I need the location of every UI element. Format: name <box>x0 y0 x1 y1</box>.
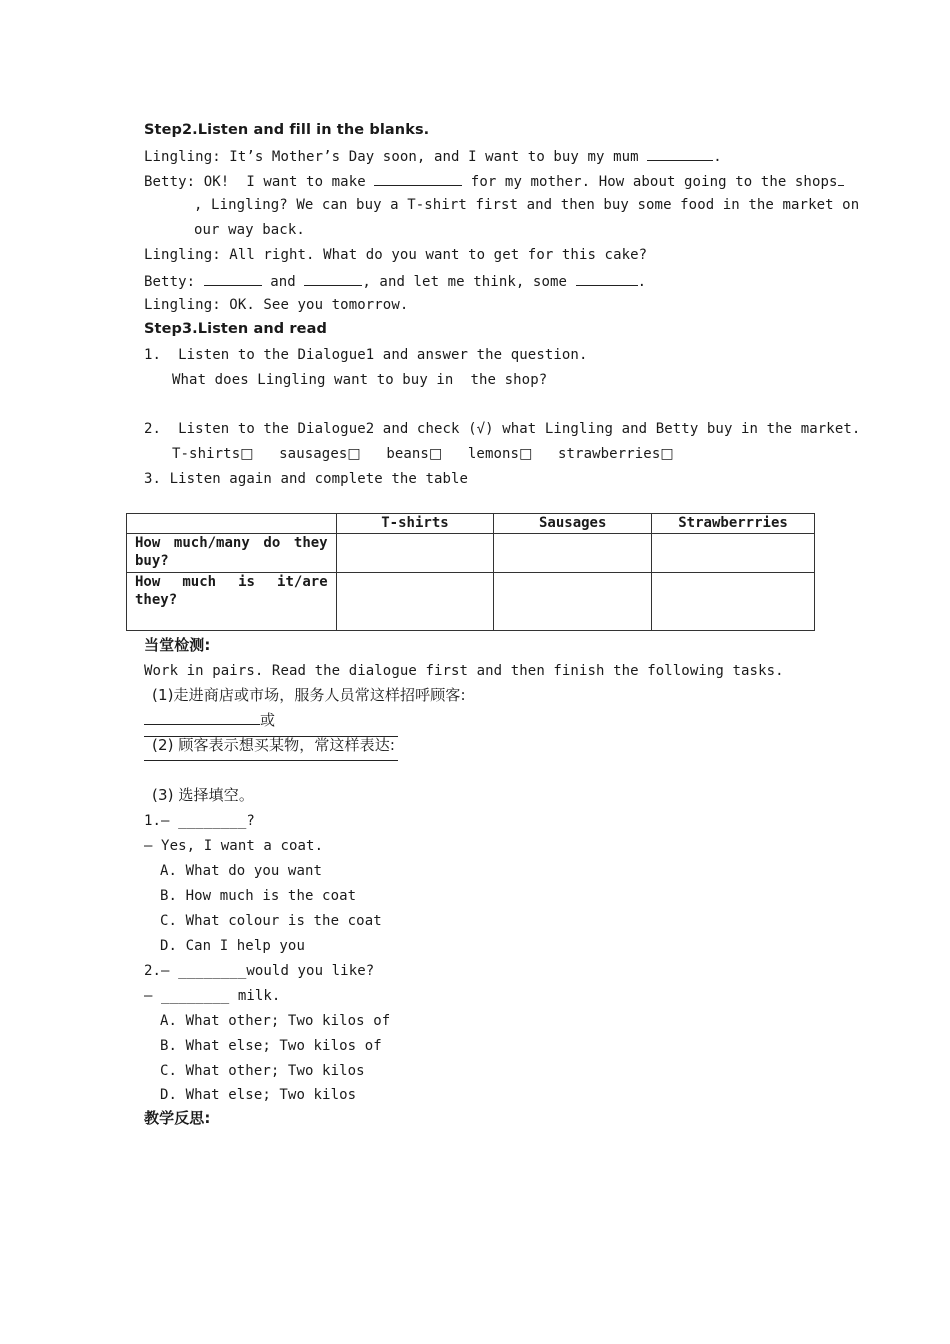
mcq2-question: 2.— ________would you like? <box>144 963 375 979</box>
mcq1-option-b[interactable]: B. How much is the coat <box>160 888 357 904</box>
step2-line1 <box>144 146 722 166</box>
reflection-title: 教学反思: <box>144 1109 211 1127</box>
step2-line5: Lingling: All right. What do you want to get for this cake? <box>144 247 648 263</box>
blank-make[interactable] <box>374 171 462 186</box>
table-row <box>127 534 815 573</box>
step3-q2: 2. Listen to the Dialogue2 and check (√) what Lingling and Betty buy in the market. <box>144 421 861 437</box>
blank-greeting[interactable] <box>144 710 260 725</box>
mcq1-option-c[interactable]: C. What colour is the coat <box>160 913 382 929</box>
table-header-tshirts: T-shirts <box>336 514 494 534</box>
step2-line6a: Betty: <box>144 274 204 290</box>
mcq2-option-d[interactable]: D. What else; Two kilos <box>160 1087 357 1103</box>
check-title: 当堂检测: <box>144 636 211 654</box>
item-strawberries: strawberries <box>558 446 661 462</box>
table-cell[interactable] <box>336 573 494 631</box>
table-cell[interactable] <box>494 573 652 631</box>
blank-shops[interactable] <box>838 171 844 186</box>
blank-mum[interactable] <box>647 146 713 161</box>
blank-item3[interactable] <box>576 271 638 286</box>
table-header-empty <box>127 514 337 534</box>
table-header-sausages: Sausages <box>494 514 652 534</box>
blank-item1[interactable] <box>204 271 262 286</box>
check-t2: (2) 顾客表示想买某物，常这样表达: <box>152 736 395 754</box>
mcq2-option-b[interactable]: B. What else; Two kilos of <box>160 1038 382 1054</box>
checkbox-lemons[interactable]: □ <box>519 446 533 462</box>
mcq1-question: 1.— ________? <box>144 813 255 829</box>
table-cell[interactable] <box>494 534 652 573</box>
step2-line2a: Betty: OK! I want to make <box>144 174 375 190</box>
step2-line6 <box>144 271 646 291</box>
checkbox-strawberries[interactable]: □ <box>660 446 674 462</box>
step2-line7: Lingling: OK. See you tomorrow. <box>144 297 409 313</box>
table-header-row <box>127 514 815 534</box>
checkbox-beans[interactable]: □ <box>428 446 443 462</box>
check-intro: Work in pairs. Read the dialogue first and then finish the following tasks. <box>144 663 784 679</box>
blank-request[interactable] <box>144 760 398 761</box>
checkbox-sausages[interactable]: □ <box>347 446 361 462</box>
item-beans: beans <box>386 446 429 462</box>
check-t1-or: 或 <box>260 711 276 729</box>
mcq2-option-a[interactable]: A. What other; Two kilos of <box>160 1013 391 1029</box>
check-t1-answer <box>144 710 275 729</box>
check-t3: (3) 选择填空。 <box>152 786 254 804</box>
blank-item2[interactable] <box>304 271 362 286</box>
mcq2-option-c[interactable]: C. What other; Two kilos <box>160 1063 365 1079</box>
step2-line3: , Lingling? We can buy a T-shirt first and then buy some food in the market on <box>194 197 860 213</box>
step3-title: Step3.Listen and read <box>144 321 327 337</box>
item-sausages: sausages <box>279 446 348 462</box>
table-header-strawberries: Strawberrries <box>652 514 815 534</box>
table-row-label: How much/many do they buy? <box>127 534 337 573</box>
step3-q1: 1. Listen to the Dialogue1 and answer the question. <box>144 347 588 363</box>
step2-line6-end: . <box>637 274 647 290</box>
step3-q3: 3. Listen again and complete the table <box>144 471 469 487</box>
table-cell[interactable] <box>652 573 815 631</box>
checkbox-tshirts[interactable]: □ <box>240 446 254 462</box>
check-t1: (1)走进商店或市场，服务人员常这样招呼顾客: <box>152 686 466 704</box>
purchase-table <box>126 513 815 631</box>
check-items <box>172 445 674 463</box>
table-cell[interactable] <box>336 534 494 573</box>
step2-line6b: and <box>261 274 305 290</box>
mcq1-answer: — Yes, I want a coat. <box>144 838 324 854</box>
table-row <box>127 573 815 631</box>
step2-line2 <box>144 171 844 191</box>
step3-q1-sub: What does Lingling want to buy in the shop? <box>172 372 548 388</box>
step2-line4: our way back. <box>194 222 305 238</box>
step2-line2b: for my mother. How about going to the shops <box>462 174 838 190</box>
step2-line1-text: Lingling: It’s Mother’s Day soon, and I want to buy my mum <box>144 149 648 165</box>
step2-title: Step2.Listen and fill in the blanks. <box>144 122 430 138</box>
step2-line1-end: . <box>713 149 722 165</box>
table-row-label: How much is it/are they? <box>127 573 337 631</box>
item-lemons: lemons <box>467 446 520 462</box>
mcq2-answer: — ________ milk. <box>144 988 281 1004</box>
item-tshirts: T-shirts <box>172 446 241 462</box>
mcq1-option-a[interactable]: A. What do you want <box>160 863 323 879</box>
table-cell[interactable] <box>652 534 815 573</box>
mcq1-option-d[interactable]: D. Can I help you <box>160 938 305 954</box>
step2-line6c: , and let me think, some <box>362 274 576 290</box>
